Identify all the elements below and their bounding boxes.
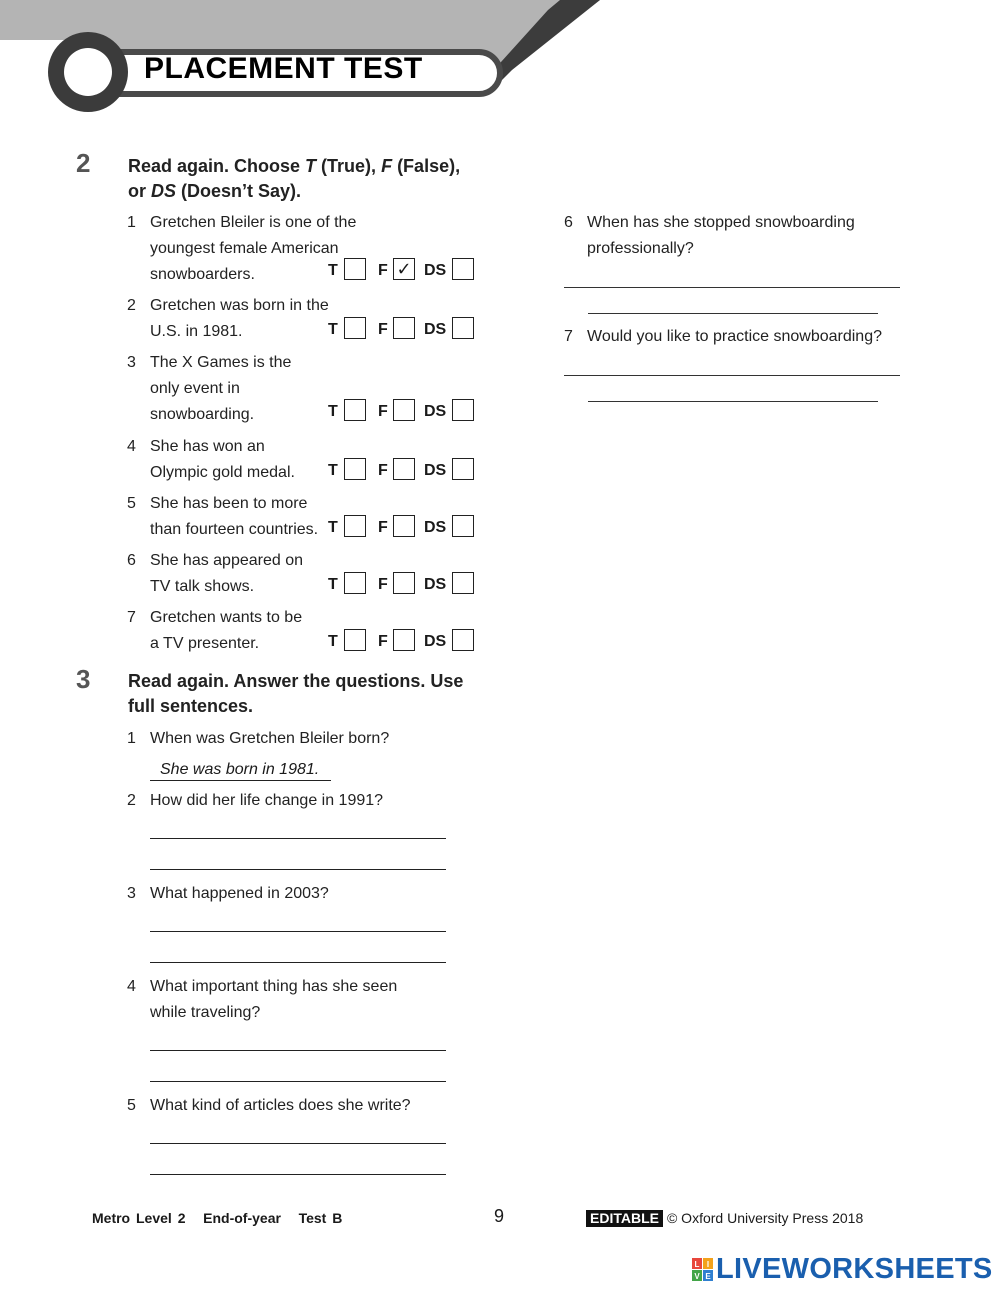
section-2-number: 2 xyxy=(76,148,91,178)
footer-course-label: Metro Level 2 End-of-year Test B xyxy=(92,1210,343,1226)
true-checkbox[interactable] xyxy=(344,515,366,537)
answer-line[interactable] xyxy=(564,375,900,376)
answer-line[interactable] xyxy=(150,1143,446,1144)
doesnt-say-checkbox[interactable] xyxy=(452,629,474,651)
false-checkbox[interactable] xyxy=(393,572,415,594)
answer-line[interactable] xyxy=(150,1174,446,1175)
doesnt-say-checkbox[interactable] xyxy=(452,399,474,421)
editable-badge: EDITABLE xyxy=(586,1210,663,1227)
answer-line[interactable] xyxy=(150,1050,446,1051)
answer-line[interactable] xyxy=(150,931,446,932)
icon-letter: E xyxy=(705,1272,711,1281)
false-checkbox[interactable] xyxy=(393,458,415,480)
doesnt-say-checkbox[interactable] xyxy=(452,258,474,280)
false-checkbox[interactable] xyxy=(393,629,415,651)
true-checkbox[interactable] xyxy=(344,629,366,651)
true-checkbox[interactable] xyxy=(344,572,366,594)
false-checkbox[interactable] xyxy=(393,515,415,537)
answer-line[interactable] xyxy=(588,401,878,402)
doesnt-say-checkbox[interactable] xyxy=(452,515,474,537)
icon-letter: I xyxy=(706,1260,710,1269)
answer-line[interactable] xyxy=(150,1081,446,1082)
section-3-number: 3 xyxy=(76,664,91,694)
answer-line[interactable] xyxy=(150,962,446,963)
icon-letter: L xyxy=(694,1260,700,1269)
answer-line[interactable] xyxy=(564,287,900,288)
true-checkbox[interactable] xyxy=(344,399,366,421)
true-checkbox[interactable] xyxy=(344,458,366,480)
section-3-instruction: Read again. Answer the questions. Use full sentences. xyxy=(128,671,464,716)
doesnt-say-checkbox[interactable] xyxy=(452,572,474,594)
false-checkbox[interactable] xyxy=(393,317,415,339)
answer-line[interactable] xyxy=(150,838,446,839)
doesnt-say-checkbox[interactable] xyxy=(452,458,474,480)
icon-letter: V xyxy=(694,1272,700,1281)
page-number: 9 xyxy=(494,1206,505,1226)
true-checkbox[interactable] xyxy=(344,258,366,280)
section-2-instruction: Read again. Choose T (True), F (False), or DS (Doesn’t Say). xyxy=(128,156,461,201)
answer-line[interactable] xyxy=(150,869,446,870)
liveworksheets-wordmark: LIVEWORKSHEETS xyxy=(716,1253,993,1285)
liveworksheets-icon xyxy=(692,1258,714,1282)
false-checkbox[interactable]: ✓ xyxy=(393,258,415,280)
false-checkbox[interactable] xyxy=(393,399,415,421)
sample-answer: She was born in 1981. xyxy=(150,760,331,781)
doesnt-say-checkbox[interactable] xyxy=(452,317,474,339)
answer-line[interactable] xyxy=(588,313,878,314)
footer-copyright: EDITABLE © Oxford University Press 2018 xyxy=(586,1210,863,1227)
page-title: PLACEMENT TEST xyxy=(144,52,423,85)
true-checkbox[interactable] xyxy=(344,317,366,339)
